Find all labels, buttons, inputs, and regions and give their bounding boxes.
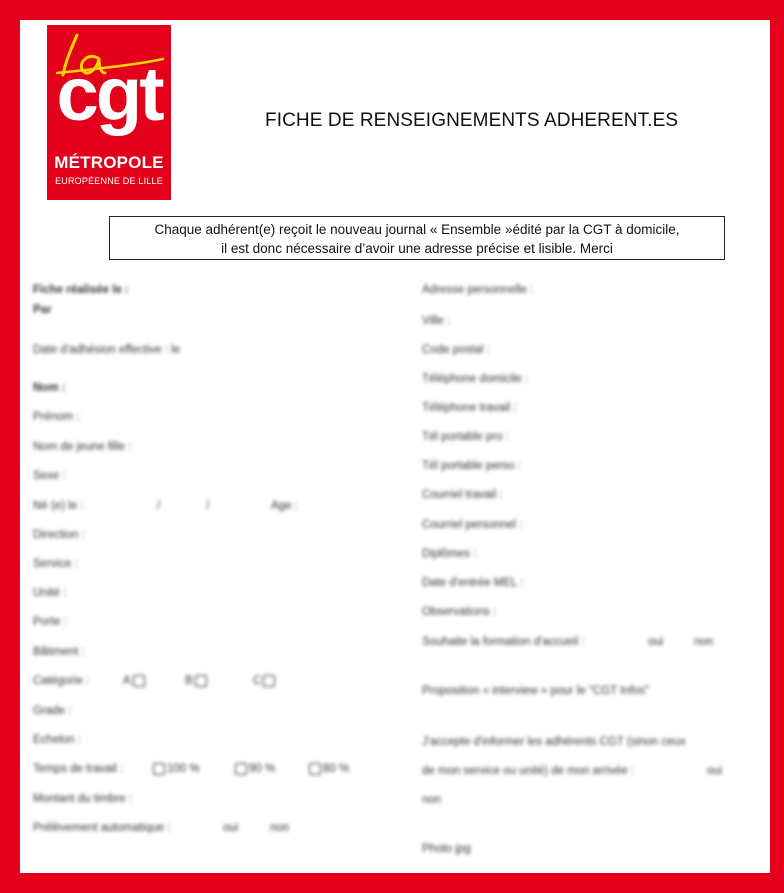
courriel-travail-label: Courriel travail : [422,489,503,501]
tel-portable-pro-label: Tél portable pro : [422,431,509,443]
prelevement-oui[interactable]: oui [223,822,239,834]
right-form-column [422,282,767,862]
tel-domicile-label: Téléphone domicile : [422,373,529,385]
categorie-c-option[interactable] [253,675,277,687]
temps-80-text: 80 % [323,763,350,776]
notice-line-2: il est donc nécessaire d’avoir une adresse précise et lisible. Merci [221,241,613,256]
categorie-b-option[interactable] [185,675,209,687]
document-page [20,20,770,873]
diplomes-label: Diplômes : [422,548,477,560]
sexe-label: Sexe : [33,470,66,482]
categorie-a-option[interactable] [123,675,147,687]
accepte-line-1: J'accepte d'informer les adhérents CGT (sinon ceux [422,736,686,748]
logo-cgt-text: cgt [56,52,162,137]
formation-non[interactable]: non [694,636,714,648]
ne-le-label: Né (e) le : [33,500,84,512]
temps-100-text: 100 % [167,763,200,776]
nom-label: Nom : [33,382,66,394]
service-label: Service : [33,558,78,570]
temps-80-checkbox[interactable] [309,763,321,775]
photo-label: Photo jpg [422,843,471,855]
formation-label: Souhaite la formation d'accueil : [422,636,585,648]
accepte-non[interactable]: non [422,794,442,806]
nom-jeune-fille-label: Nom de jeune fille : [33,441,132,453]
batiment-label: Bâtiment : [33,646,85,658]
unite-label: Unité : [33,587,67,599]
date-slash-2: / [206,500,210,512]
observations-label: Observations : [422,606,497,618]
notice-box [109,216,725,260]
categorie-b-text: B [185,675,193,688]
temps-80-option[interactable] [307,763,349,775]
page-title: FICHE DE RENSEIGNEMENTS ADHERENT.ES [265,110,679,131]
date-slash-1: / [157,500,161,512]
prenom-label: Prénom : [33,411,80,423]
date-entree-label: Date d'entrée MEL : [422,577,524,589]
direction-label: Direction : [33,529,85,541]
code-postal-label: Code postal : [422,344,490,356]
echelon-label: Echelon : [33,734,81,746]
prelevement-label: Prélèvement automatique : [33,822,171,834]
accepte-oui[interactable]: oui [707,765,723,777]
grade-label: Grade : [33,705,72,717]
date-adhesion-label: Date d'adhésion effective : le [33,344,181,356]
proposition-label: Proposition « interview » pour le "CGT Infos" [422,685,650,697]
temps-travail-label: Temps de travail : [33,763,124,775]
left-form-column [33,282,363,842]
logo-lille-text: EUROPÉENNE DE LILLE [55,176,163,186]
prelevement-non[interactable]: non [270,822,290,834]
categorie-c-text: C [253,675,262,688]
categorie-label: Catégorie : [33,675,90,687]
notice-line-1: Chaque adhérent(e) reçoit le nouveau journal « Ensemble »édité par la CGT à domicile, [154,222,680,237]
ville-label: Ville : [422,315,450,327]
categorie-a-text: A [123,675,131,688]
adresse-label: Adresse personnelle : [422,284,534,296]
courriel-perso-label: Courriel personnel : [422,519,523,531]
tel-portable-perso-label: Tél portable perso : [422,460,522,472]
categorie-c-checkbox[interactable] [263,675,275,687]
temps-100-checkbox[interactable] [153,763,165,775]
tel-travail-label: Téléphone travail : [422,402,517,414]
porte-label: Porte : [33,616,67,628]
temps-90-checkbox[interactable] [235,763,247,775]
fiche-label: Fiche réalisée le : [33,284,129,296]
temps-90-text: 90 % [249,763,276,776]
categorie-b-checkbox[interactable] [195,675,207,687]
temps-90-option[interactable] [233,763,275,775]
logo-metropole-text: MÉTROPOLE [54,153,164,172]
accepte-line-2: de mon service ou unité) de mon arrivée : [422,765,635,777]
temps-100-option[interactable] [151,763,200,775]
montant-timbre-label: Montant du timbre : [33,793,133,805]
age-label: Age : [271,500,298,512]
par-label: Par [33,304,52,316]
categorie-a-checkbox[interactable] [133,675,145,687]
cgt-logo [47,25,171,200]
formation-oui[interactable]: oui [648,636,664,648]
